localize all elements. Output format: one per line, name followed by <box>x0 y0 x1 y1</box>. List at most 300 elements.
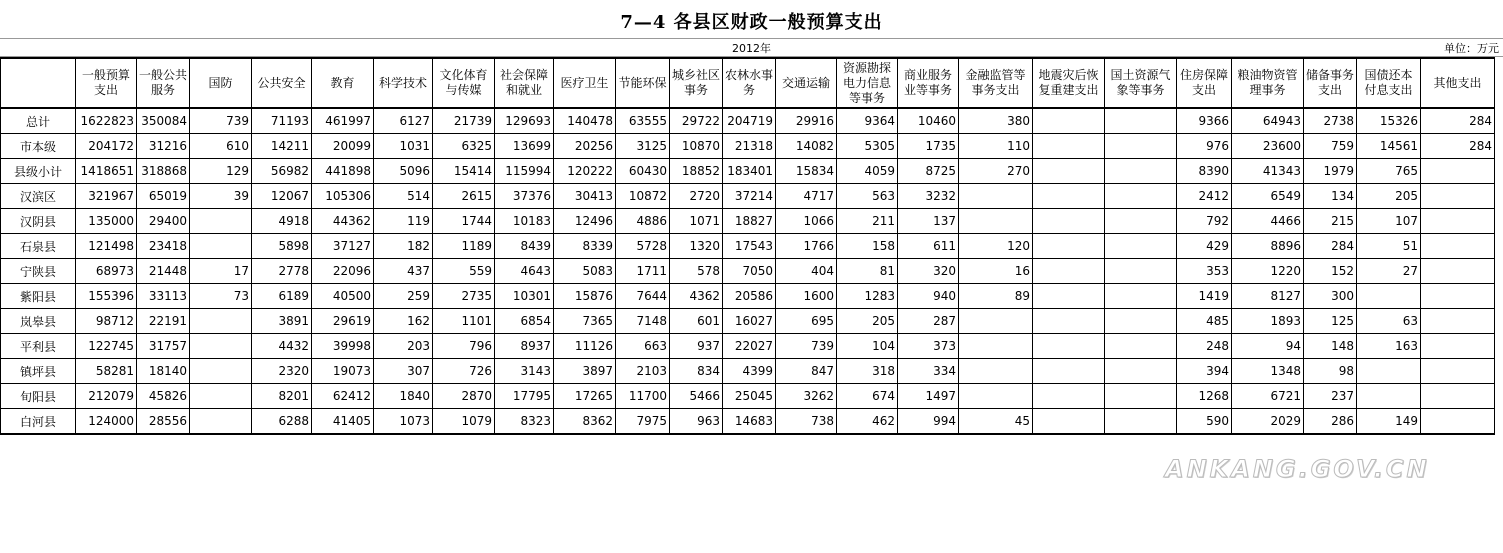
column-header: 一般预算支出 <box>76 58 137 108</box>
table-cell: 1348 <box>1232 359 1304 384</box>
table-cell: 205 <box>1357 184 1421 209</box>
table-cell: 124000 <box>76 409 137 435</box>
table-cell: 28556 <box>137 409 190 435</box>
column-header: 农林水事务 <box>723 58 776 108</box>
column-header: 国债还本付息支出 <box>1357 58 1421 108</box>
column-header: 城乡社区事务 <box>670 58 723 108</box>
table-cell: 1893 <box>1232 309 1304 334</box>
table-cell <box>1105 409 1177 435</box>
table-cell <box>1105 384 1177 409</box>
table-cell: 1622823 <box>76 108 137 134</box>
table-cell: 104 <box>837 334 898 359</box>
table-cell <box>1033 334 1105 359</box>
table-cell: 1268 <box>1177 384 1232 409</box>
row-label: 岚皋县 <box>1 309 76 334</box>
table-cell: 1101 <box>433 309 495 334</box>
table-cell <box>190 309 252 334</box>
table-cell: 11126 <box>554 334 616 359</box>
table-cell: 318868 <box>137 159 190 184</box>
table-cell: 39998 <box>312 334 374 359</box>
table-cell <box>1033 234 1105 259</box>
table-cell <box>1105 234 1177 259</box>
table-cell <box>1421 284 1495 309</box>
table-cell: 1283 <box>837 284 898 309</box>
table-cell: 270 <box>959 159 1033 184</box>
table-cell: 976 <box>1177 134 1232 159</box>
column-header: 粮油物资管理事务 <box>1232 58 1304 108</box>
table-cell: 129 <box>190 159 252 184</box>
table-cell: 5096 <box>374 159 433 184</box>
table-cell: 663 <box>616 334 670 359</box>
column-header: 教育 <box>312 58 374 108</box>
table-cell: 307 <box>374 359 433 384</box>
table-cell: 8339 <box>554 234 616 259</box>
table-row <box>1 159 1495 184</box>
table-cell: 16027 <box>723 309 776 334</box>
table-cell: 994 <box>898 409 959 435</box>
table-cell: 15326 <box>1357 108 1421 134</box>
table-cell <box>959 309 1033 334</box>
table-cell: 4886 <box>616 209 670 234</box>
table-cell: 37127 <box>312 234 374 259</box>
table-cell: 8896 <box>1232 234 1304 259</box>
table-cell: 98712 <box>76 309 137 334</box>
table-cell: 30413 <box>554 184 616 209</box>
table-cell: 41405 <box>312 409 374 435</box>
table-cell: 590 <box>1177 409 1232 435</box>
table-cell: 7644 <box>616 284 670 309</box>
table-cell: 8127 <box>1232 284 1304 309</box>
table-cell: 205 <box>837 309 898 334</box>
row-label: 县级小计 <box>1 159 76 184</box>
table-cell: 21448 <box>137 259 190 284</box>
column-header: 住房保障支出 <box>1177 58 1232 108</box>
table-cell <box>1033 159 1105 184</box>
row-label: 宁陕县 <box>1 259 76 284</box>
table-cell <box>190 334 252 359</box>
column-header: 商业服务业等事务 <box>898 58 959 108</box>
table-cell: 404 <box>776 259 837 284</box>
table-cell <box>1033 134 1105 159</box>
table-cell: 5083 <box>554 259 616 284</box>
table-cell: 10460 <box>898 108 959 134</box>
table-cell: 41343 <box>1232 159 1304 184</box>
table-cell <box>1357 359 1421 384</box>
row-label: 总计 <box>1 108 76 134</box>
table-cell: 563 <box>837 184 898 209</box>
table-cell <box>1105 359 1177 384</box>
column-header: 其他支出 <box>1421 58 1495 108</box>
table-cell: 2720 <box>670 184 723 209</box>
table-cell: 437 <box>374 259 433 284</box>
table-cell: 135000 <box>76 209 137 234</box>
table-cell: 4717 <box>776 184 837 209</box>
table-cell: 18827 <box>723 209 776 234</box>
table-cell: 6854 <box>495 309 554 334</box>
table-cell: 4399 <box>723 359 776 384</box>
table-cell: 122745 <box>76 334 137 359</box>
table-cell: 110 <box>959 134 1033 159</box>
table-cell: 1066 <box>776 209 837 234</box>
table-cell <box>1105 334 1177 359</box>
table-cell: 22027 <box>723 334 776 359</box>
table-cell <box>1033 259 1105 284</box>
row-label: 平利县 <box>1 334 76 359</box>
table-cell: 37214 <box>723 184 776 209</box>
table-cell <box>1421 259 1495 284</box>
budget-table <box>0 57 1495 435</box>
table-cell: 2735 <box>433 284 495 309</box>
table-cell: 1744 <box>433 209 495 234</box>
table-cell: 5466 <box>670 384 723 409</box>
table-cell: 739 <box>190 108 252 134</box>
table-cell: 1220 <box>1232 259 1304 284</box>
table-cell: 115994 <box>495 159 554 184</box>
table-row <box>1 359 1495 384</box>
table-cell: 1073 <box>374 409 433 435</box>
table-cell: 22096 <box>312 259 374 284</box>
table-cell: 284 <box>1421 134 1495 159</box>
table-cell: 40500 <box>312 284 374 309</box>
table-cell <box>1033 309 1105 334</box>
table-row <box>1 234 1495 259</box>
table-cell: 1600 <box>776 284 837 309</box>
table-cell: 373 <box>898 334 959 359</box>
table-cell <box>1421 209 1495 234</box>
table-row <box>1 384 1495 409</box>
table-cell: 940 <box>898 284 959 309</box>
table-cell: 318 <box>837 359 898 384</box>
table-cell: 14211 <box>252 134 312 159</box>
table-cell: 18852 <box>670 159 723 184</box>
table-cell: 12496 <box>554 209 616 234</box>
table-cell <box>1033 409 1105 435</box>
table-cell: 17543 <box>723 234 776 259</box>
table-cell: 204719 <box>723 108 776 134</box>
table-cell: 2738 <box>1304 108 1357 134</box>
table-cell <box>1421 234 1495 259</box>
table-cell: 2103 <box>616 359 670 384</box>
column-header: 节能环保 <box>616 58 670 108</box>
row-label: 汉滨区 <box>1 184 76 209</box>
table-cell: 21318 <box>723 134 776 159</box>
table-cell: 738 <box>776 409 837 435</box>
table-cell: 461997 <box>312 108 374 134</box>
column-header: 公共安全 <box>252 58 312 108</box>
column-header: 交通运输 <box>776 58 837 108</box>
table-cell: 6549 <box>1232 184 1304 209</box>
table-cell: 2320 <box>252 359 312 384</box>
column-header: 科学技术 <box>374 58 433 108</box>
table-cell: 9366 <box>1177 108 1232 134</box>
row-label: 市本级 <box>1 134 76 159</box>
column-header: 储备事务支出 <box>1304 58 1357 108</box>
table-cell: 204172 <box>76 134 137 159</box>
table-cell: 10872 <box>616 184 670 209</box>
table-cell: 8439 <box>495 234 554 259</box>
table-cell: 6127 <box>374 108 433 134</box>
table-cell: 792 <box>1177 209 1232 234</box>
table-cell: 137 <box>898 209 959 234</box>
table-cell: 559 <box>433 259 495 284</box>
table-cell: 1031 <box>374 134 433 159</box>
table-body <box>1 108 1495 434</box>
table-cell: 1419 <box>1177 284 1232 309</box>
meta-bar <box>0 38 1503 57</box>
table-header <box>1 58 1495 108</box>
table-cell: 1071 <box>670 209 723 234</box>
table-cell: 394 <box>1177 359 1232 384</box>
table-cell: 963 <box>670 409 723 435</box>
table-cell: 321967 <box>76 184 137 209</box>
table-cell: 18140 <box>137 359 190 384</box>
table-cell: 44362 <box>312 209 374 234</box>
table-cell: 7975 <box>616 409 670 435</box>
table-cell: 1189 <box>433 234 495 259</box>
table-cell <box>1421 309 1495 334</box>
table-cell: 1418651 <box>76 159 137 184</box>
table-cell: 63 <box>1357 309 1421 334</box>
table-cell: 834 <box>670 359 723 384</box>
table-cell <box>1033 359 1105 384</box>
table-cell: 3125 <box>616 134 670 159</box>
table-cell: 10870 <box>670 134 723 159</box>
table-cell: 1766 <box>776 234 837 259</box>
table-row <box>1 108 1495 134</box>
table-cell: 39 <box>190 184 252 209</box>
table-cell: 611 <box>898 234 959 259</box>
table-cell: 14082 <box>776 134 837 159</box>
table-cell: 20099 <box>312 134 374 159</box>
table-cell <box>1421 384 1495 409</box>
table-cell: 3232 <box>898 184 959 209</box>
table-cell: 2778 <box>252 259 312 284</box>
table-cell: 152 <box>1304 259 1357 284</box>
table-cell <box>1033 284 1105 309</box>
table-cell: 320 <box>898 259 959 284</box>
table-cell: 7050 <box>723 259 776 284</box>
table-cell: 107 <box>1357 209 1421 234</box>
table-cell: 125 <box>1304 309 1357 334</box>
table-cell: 19073 <box>312 359 374 384</box>
table-cell: 33113 <box>137 284 190 309</box>
table-cell <box>1033 184 1105 209</box>
table-cell: 89 <box>959 284 1033 309</box>
year-label: 2012年 <box>732 42 771 55</box>
table-cell: 134 <box>1304 184 1357 209</box>
page-title: 7—4 各县区财政一般预算支出 <box>620 12 883 33</box>
table-cell: 105306 <box>312 184 374 209</box>
table-cell: 20256 <box>554 134 616 159</box>
table-cell: 287 <box>898 309 959 334</box>
table-cell: 183401 <box>723 159 776 184</box>
table-cell: 121498 <box>76 234 137 259</box>
table-cell: 1320 <box>670 234 723 259</box>
table-cell: 17795 <box>495 384 554 409</box>
table-cell <box>1105 284 1177 309</box>
table-cell: 5728 <box>616 234 670 259</box>
table-cell: 211 <box>837 209 898 234</box>
table-cell <box>959 359 1033 384</box>
column-header: 金融监管等事务支出 <box>959 58 1033 108</box>
table-cell <box>1421 334 1495 359</box>
table-row <box>1 184 1495 209</box>
table-cell: 51 <box>1357 234 1421 259</box>
column-header: 国防 <box>190 58 252 108</box>
table-cell: 4432 <box>252 334 312 359</box>
table-row <box>1 334 1495 359</box>
row-label: 石泉县 <box>1 234 76 259</box>
table-cell: 148 <box>1304 334 1357 359</box>
table-cell: 29619 <box>312 309 374 334</box>
table-cell <box>1105 309 1177 334</box>
table-cell: 17265 <box>554 384 616 409</box>
table-cell: 4466 <box>1232 209 1304 234</box>
table-cell <box>959 184 1033 209</box>
table-cell <box>959 384 1033 409</box>
row-label: 紫阳县 <box>1 284 76 309</box>
table-cell: 4362 <box>670 284 723 309</box>
table-cell: 759 <box>1304 134 1357 159</box>
table-cell <box>190 384 252 409</box>
table-row <box>1 209 1495 234</box>
table-cell: 6721 <box>1232 384 1304 409</box>
table-cell <box>190 234 252 259</box>
table-cell: 12067 <box>252 184 312 209</box>
table-cell: 120 <box>959 234 1033 259</box>
table-cell: 10301 <box>495 284 554 309</box>
table-cell: 63555 <box>616 108 670 134</box>
table-cell: 1711 <box>616 259 670 284</box>
table-cell: 37376 <box>495 184 554 209</box>
table-cell: 29400 <box>137 209 190 234</box>
table-cell: 62412 <box>312 384 374 409</box>
table-cell: 203 <box>374 334 433 359</box>
table-cell: 284 <box>1421 108 1495 134</box>
table-row <box>1 134 1495 159</box>
table-cell: 2029 <box>1232 409 1304 435</box>
table-cell: 29916 <box>776 108 837 134</box>
table-cell <box>1421 184 1495 209</box>
table-cell <box>190 209 252 234</box>
table-cell: 64943 <box>1232 108 1304 134</box>
table-cell <box>959 209 1033 234</box>
table-cell: 5305 <box>837 134 898 159</box>
table-cell <box>1357 284 1421 309</box>
table-cell: 6288 <box>252 409 312 435</box>
table-cell: 56982 <box>252 159 312 184</box>
table-cell: 248 <box>1177 334 1232 359</box>
table-cell: 29722 <box>670 108 723 134</box>
table-cell: 13699 <box>495 134 554 159</box>
table-cell: 23600 <box>1232 134 1304 159</box>
table-cell: 286 <box>1304 409 1357 435</box>
table-cell: 15414 <box>433 159 495 184</box>
table-cell: 1735 <box>898 134 959 159</box>
table-cell: 237 <box>1304 384 1357 409</box>
table-cell: 4059 <box>837 159 898 184</box>
table-cell <box>1105 209 1177 234</box>
column-header: 社会保障和就业 <box>495 58 554 108</box>
site-watermark: ANKANG.GOV.CN <box>1165 455 1430 483</box>
table-cell: 119 <box>374 209 433 234</box>
table-cell <box>1421 359 1495 384</box>
table-cell: 610 <box>190 134 252 159</box>
table-cell: 16 <box>959 259 1033 284</box>
table-cell <box>1421 409 1495 435</box>
table-cell: 334 <box>898 359 959 384</box>
table-cell: 514 <box>374 184 433 209</box>
table-cell <box>1105 108 1177 134</box>
table-cell: 120222 <box>554 159 616 184</box>
table-cell: 674 <box>837 384 898 409</box>
table-cell: 155396 <box>76 284 137 309</box>
table-cell: 5898 <box>252 234 312 259</box>
table-cell: 695 <box>776 309 837 334</box>
unit-label: 单位：万元 <box>1444 42 1499 55</box>
table-row <box>1 284 1495 309</box>
table-cell: 17 <box>190 259 252 284</box>
table-cell: 25045 <box>723 384 776 409</box>
table-cell: 353 <box>1177 259 1232 284</box>
table-cell: 45 <box>959 409 1033 435</box>
table-cell: 3897 <box>554 359 616 384</box>
column-header: 国土资源气象等事务 <box>1105 58 1177 108</box>
table-cell: 81 <box>837 259 898 284</box>
table-cell: 15876 <box>554 284 616 309</box>
table-cell <box>1421 159 1495 184</box>
table-cell: 8725 <box>898 159 959 184</box>
table-cell: 601 <box>670 309 723 334</box>
table-cell: 847 <box>776 359 837 384</box>
column-header: 地震灾后恢复重建支出 <box>1033 58 1105 108</box>
row-label: 镇坪县 <box>1 359 76 384</box>
table-cell: 1840 <box>374 384 433 409</box>
column-header: 文化体育与传媒 <box>433 58 495 108</box>
table-cell: 300 <box>1304 284 1357 309</box>
table-row <box>1 259 1495 284</box>
table-cell: 162 <box>374 309 433 334</box>
table-cell <box>190 409 252 435</box>
table-cell <box>1033 209 1105 234</box>
table-cell: 71193 <box>252 108 312 134</box>
table-cell: 65019 <box>137 184 190 209</box>
row-label: 旬阳县 <box>1 384 76 409</box>
table-cell: 10183 <box>495 209 554 234</box>
table-cell: 485 <box>1177 309 1232 334</box>
table-cell: 215 <box>1304 209 1357 234</box>
table-cell: 23418 <box>137 234 190 259</box>
table-cell: 98 <box>1304 359 1357 384</box>
table-cell: 441898 <box>312 159 374 184</box>
table-cell: 259 <box>374 284 433 309</box>
table-cell: 9364 <box>837 108 898 134</box>
table-cell: 937 <box>670 334 723 359</box>
table-cell <box>1357 384 1421 409</box>
table-cell: 6325 <box>433 134 495 159</box>
table-cell: 22191 <box>137 309 190 334</box>
column-header <box>1 58 76 108</box>
table-cell: 796 <box>433 334 495 359</box>
table-cell: 212079 <box>76 384 137 409</box>
table-cell: 158 <box>837 234 898 259</box>
table-cell: 94 <box>1232 334 1304 359</box>
table-cell: 31757 <box>137 334 190 359</box>
table-cell: 60430 <box>616 159 670 184</box>
table-cell: 129693 <box>495 108 554 134</box>
table-cell: 27 <box>1357 259 1421 284</box>
table-cell <box>190 359 252 384</box>
